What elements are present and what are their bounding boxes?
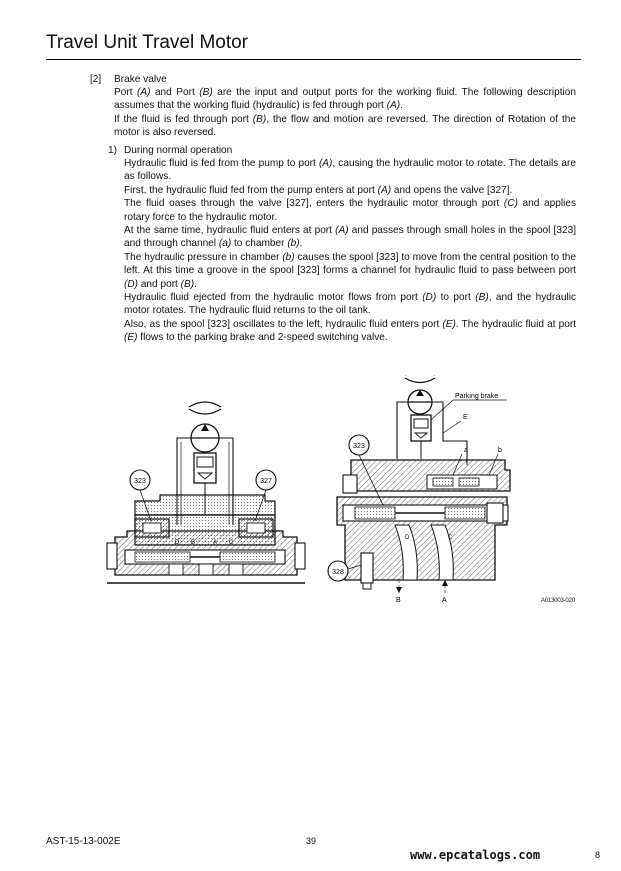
left-label-327: 327 <box>260 478 272 485</box>
page-number: 39 <box>306 836 317 846</box>
section-number: [2] <box>90 74 102 85</box>
title-rule <box>46 59 581 60</box>
right-port-b: B <box>396 597 401 604</box>
right-valve-figure <box>328 375 510 604</box>
figure-code: A013003-020 <box>541 598 575 604</box>
parking-brake-label: Parking brake <box>455 393 499 400</box>
doc-id: AST-15-13-002E <box>46 836 121 847</box>
section-title: Brake valve <box>114 74 167 85</box>
right-port-d: D <box>405 535 410 541</box>
left-port-a: A <box>212 540 218 546</box>
body-line: The hydraulic pressure in chamber (b) causes the spool [323] to move from the central position to the left. At this time a groove in the spool [323] forms a channel for hydraulic fluid to pass between port (D) and port (B). <box>124 251 576 290</box>
subsection-title: During normal operation <box>124 145 233 156</box>
body-line: The fluid oases through the valve [327], enters the hydraulic motor through port (C) and applies rotary force to the hydraulic motor. <box>124 198 577 223</box>
right-label-b: b <box>498 447 502 454</box>
body-line: Also, as the spool [323] oscillates to the left, hydraulic fluid enters port (E). The hydraulic fluid at port (E) flows to the parking brake and 2-speed switching valve. <box>124 318 576 344</box>
left-label-323: 323 <box>134 478 146 485</box>
right-label-a: a <box>464 447 468 454</box>
brake-valve-diagram <box>105 375 585 605</box>
body-line: Hydraulic fluid ejected from the hydraulic motor flows from port (D) to port (B), and the hydraulic motor rotates. The hydraulic fluid returns to the oil tank. <box>124 292 576 317</box>
right-label-323: 323 <box>353 443 365 450</box>
section-paragraph: If the fluid is fed through port (B), the flow and motion are reversed. The direction of Rotation of the motor is also reversed. <box>114 113 576 139</box>
section-body <box>114 86 576 140</box>
right-port-a: A <box>442 597 447 604</box>
right-port-c: C <box>448 535 453 541</box>
body-line: First, the hydraulic fluid fed from the pump enters at port (A) and opens the valve [327]. <box>124 184 513 196</box>
right-label-e: E <box>463 414 468 421</box>
page-title: Travel Unit Travel Motor <box>46 32 249 53</box>
left-port-d: D <box>174 540 180 546</box>
site-url: www.epcatalogs.com <box>410 848 541 862</box>
left-port-c: C <box>228 540 234 546</box>
right-label-328: 328 <box>332 569 344 576</box>
subsection-body <box>124 157 576 345</box>
subsection-number: 1) <box>108 145 117 156</box>
corner-number: 8 <box>595 850 601 860</box>
left-port-b: B <box>190 540 196 546</box>
left-valve-figure <box>107 402 305 583</box>
body-line: Hydraulic fluid is fed from the pump to port (A), causing the hydraulic motor to rotate. The details are as follows. <box>124 158 576 183</box>
section-paragraph: Port (A) and Port (B) are the input and output ports for the working fluid. The following description assumes that the working fluid (hydraulic) is fed through port (A). <box>114 87 576 112</box>
body-line: At the same time, hydraulic fluid enters at port (A) and passes through small holes in the spool [323] and through channel (a) to chamber (b). <box>124 225 576 250</box>
